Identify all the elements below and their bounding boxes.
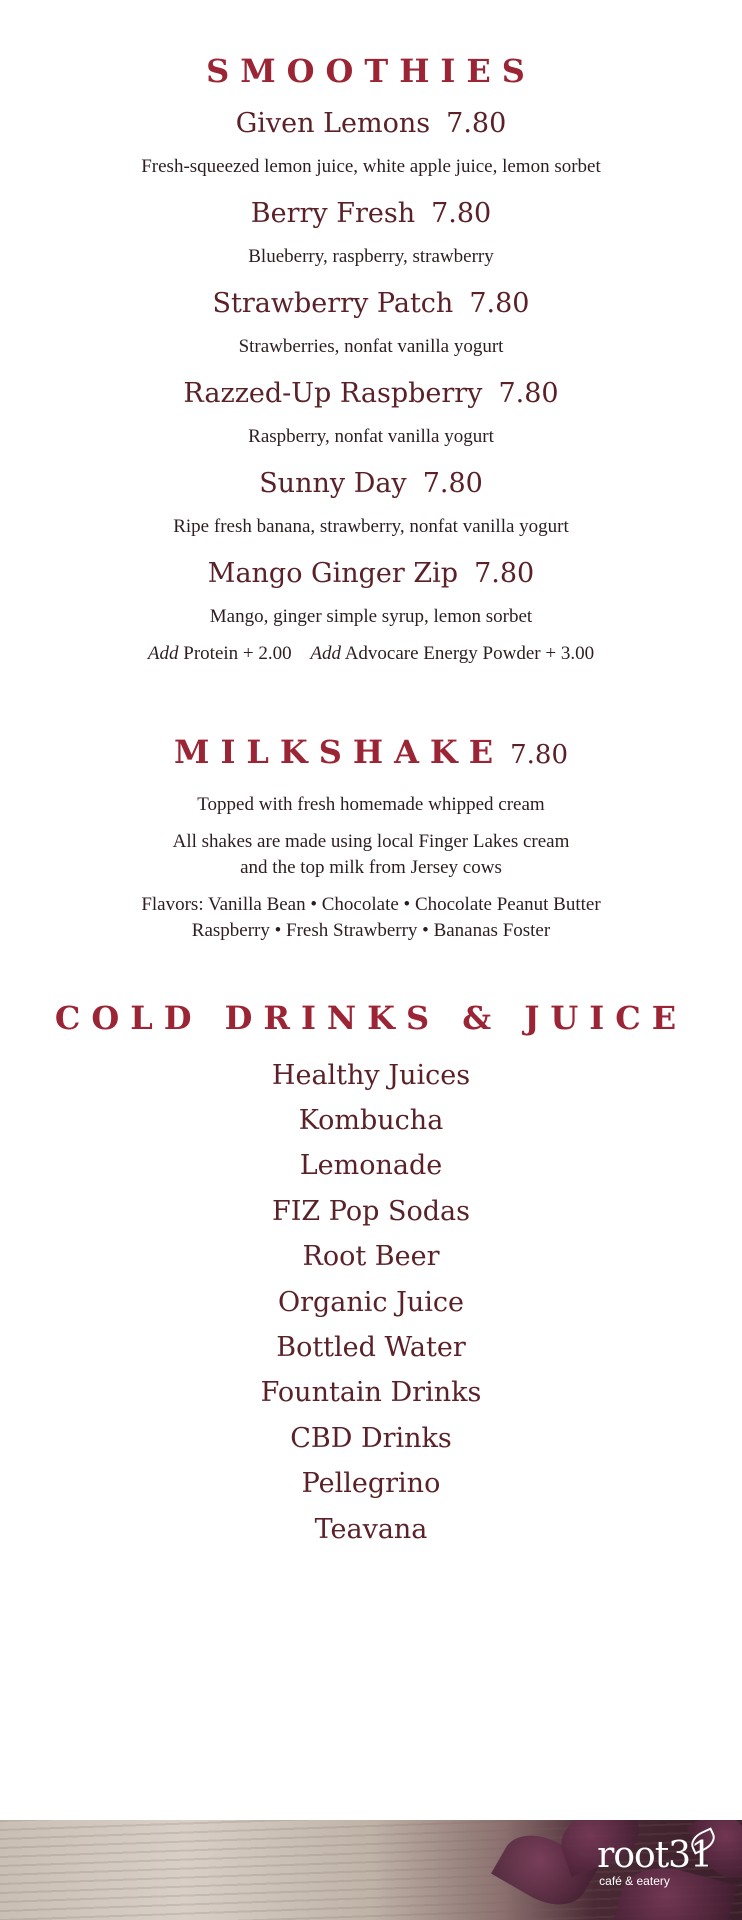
item-price: 7.80 bbox=[474, 558, 535, 589]
addon-protein: Protein + 2.00 bbox=[183, 643, 292, 664]
milkshake-heading: MILKSHAKE bbox=[174, 733, 505, 771]
item-price: 7.80 bbox=[446, 108, 507, 139]
item-name: Razzed-Up Raspberry bbox=[183, 378, 483, 409]
drink-item: Healthy Juices bbox=[271, 1060, 471, 1091]
item-description: Fresh-squeezed lemon juice, white apple juice, lemon sorbet bbox=[141, 156, 601, 177]
item-name: Mango Ginger Zip bbox=[207, 558, 459, 589]
logo-tagline: café & eatery bbox=[599, 1874, 670, 1888]
menu-item bbox=[0, 558, 742, 589]
root31-logo bbox=[597, 1835, 712, 1888]
item-price: 7.80 bbox=[431, 198, 492, 229]
item-description: Strawberries, nonfat vanilla yogurt bbox=[238, 336, 504, 357]
milkshake-heading-row bbox=[0, 733, 742, 771]
item-description: Ripe fresh banana, strawberry, nonfat vanilla yogurt bbox=[173, 516, 569, 537]
drink-item: Kombucha bbox=[298, 1105, 444, 1136]
cold-drinks-heading: COLD DRINKS & JUICE bbox=[54, 999, 688, 1037]
item-name: Given Lemons bbox=[235, 108, 431, 139]
smoothies-heading: SMOOTHIES bbox=[206, 52, 536, 90]
logo-wordmark: root31 bbox=[597, 1835, 712, 1876]
drink-item: Lemonade bbox=[299, 1150, 443, 1181]
addon-add-label: Add bbox=[310, 643, 341, 664]
drink-item: Bottled Water bbox=[276, 1332, 466, 1363]
item-name: Strawberry Patch bbox=[212, 288, 454, 319]
drink-item: Fountain Drinks bbox=[260, 1377, 482, 1408]
menu-item bbox=[0, 378, 742, 409]
drink-item: CBD Drinks bbox=[290, 1423, 452, 1454]
drink-item: Pellegrino bbox=[301, 1468, 441, 1499]
drink-item: Teavana bbox=[314, 1514, 428, 1545]
wood-footer-banner bbox=[0, 1820, 742, 1920]
item-price: 7.80 bbox=[469, 288, 530, 319]
milkshake-note-line1: All shakes are made using local Finger Lakes cream bbox=[172, 831, 570, 852]
item-description: Raspberry, nonfat vanilla yogurt bbox=[248, 426, 494, 447]
item-price: 7.80 bbox=[422, 468, 483, 499]
addon-energy-powder: Advocare Energy Powder + 3.00 bbox=[344, 643, 595, 664]
milkshake-flavors-line1: Flavors: Vanilla Bean • Chocolate • Chocolate Peanut Butter bbox=[141, 894, 601, 915]
menu-item bbox=[0, 108, 742, 139]
milkshake-price: 7.80 bbox=[510, 740, 568, 770]
milkshake-flavors-line2: Raspberry • Fresh Strawberry • Bananas Foster bbox=[191, 920, 551, 941]
item-price: 7.80 bbox=[498, 378, 559, 409]
drink-item: FIZ Pop Sodas bbox=[272, 1196, 470, 1227]
menu-item bbox=[0, 468, 742, 499]
drink-item: Organic Juice bbox=[277, 1287, 465, 1318]
milkshake-topping: Topped with fresh homemade whipped cream bbox=[197, 794, 545, 815]
menu-item bbox=[0, 198, 742, 229]
item-description: Mango, ginger simple syrup, lemon sorbet bbox=[209, 606, 533, 627]
addon-add-label: Add bbox=[147, 643, 179, 664]
smoothie-addons bbox=[0, 643, 742, 665]
drink-item: Root Beer bbox=[302, 1241, 440, 1272]
milkshake-note-line2: and the top milk from Jersey cows bbox=[240, 857, 502, 878]
item-description: Blueberry, raspberry, strawberry bbox=[248, 246, 494, 267]
item-name: Berry Fresh bbox=[250, 198, 416, 229]
menu-item bbox=[0, 288, 742, 319]
item-name: Sunny Day bbox=[259, 468, 407, 499]
